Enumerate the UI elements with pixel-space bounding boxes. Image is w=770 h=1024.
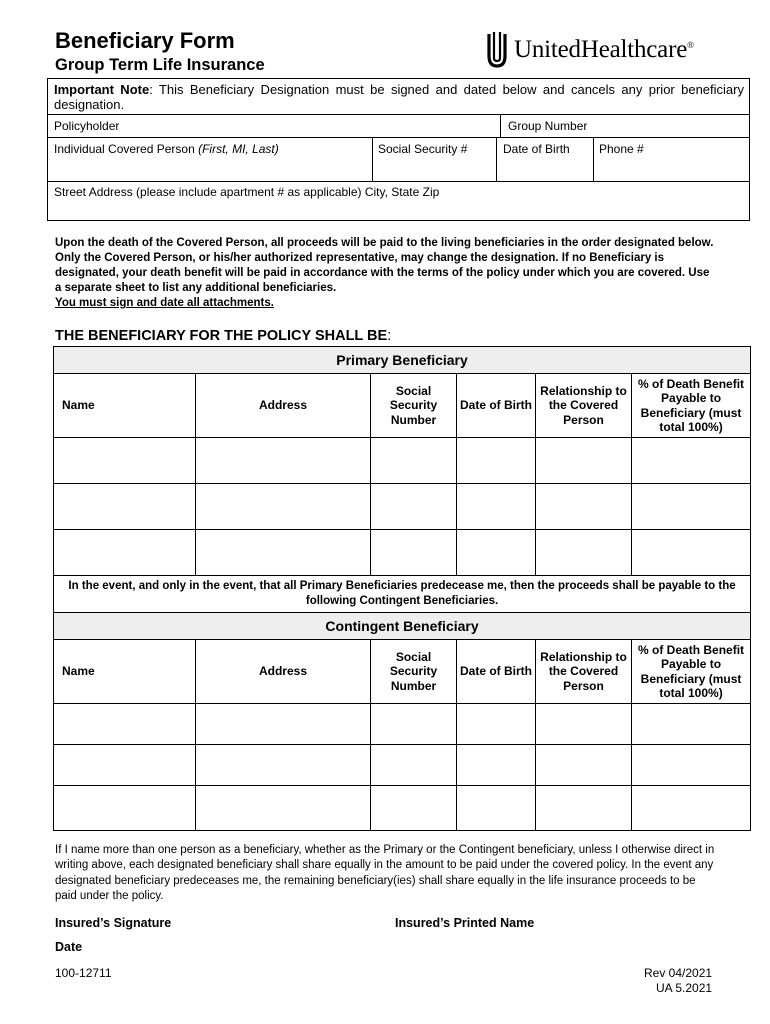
primary-address-input[interactable] [196,438,371,484]
contingent-ssn-input[interactable] [371,704,457,745]
col-dob: Date of Birth [457,640,536,704]
important-note [54,82,744,112]
contingent-ssn-input[interactable] [371,786,457,831]
uhc-u-mark-icon [486,30,508,70]
col-ssn: Social Security Number [371,374,457,438]
primary-beneficiary-title: Primary Beneficiary [54,347,751,374]
col-address: Address [196,640,371,704]
primary-relationship-input[interactable] [536,530,632,576]
divider [496,137,497,181]
col-name: Name [54,374,196,438]
important-note-label: Important Note [54,82,150,97]
col-dob: Date of Birth [457,374,536,438]
page-subtitle: Group Term Life Insurance [55,56,265,74]
covered-person-text: Individual Covered Person [54,142,199,156]
table-row [54,704,751,745]
contingent-percent-input[interactable] [632,704,751,745]
col-ssn: Social Security Number [371,640,457,704]
primary-address-input[interactable] [196,530,371,576]
col-percent: % of Death Benefit Payable to Beneficiary (must total 100%) [632,374,751,438]
beneficiary-heading-colon: : [387,328,392,344]
registered-mark: ® [687,40,694,50]
date-field[interactable] [95,936,285,956]
col-relationship: Relationship to the Covered Person [536,374,632,438]
logo-text: UnitedHealthcare [514,36,688,63]
col-relationship: Relationship to the Covered Person [536,640,632,704]
form-number: 100-12711 [55,966,112,980]
primary-ssn-input[interactable] [371,438,457,484]
date-label: Date [55,940,83,954]
contingent-name-input[interactable] [54,786,196,831]
ua-code: UA 5.2021 [656,981,713,995]
instructions [55,236,715,311]
contingent-relationship-input[interactable] [536,745,632,786]
contingent-address-input[interactable] [196,786,371,831]
street-address-label: Street Address (please include apartment # as applicable) City, State Zip [54,185,440,199]
contingent-note: In the event, and only in the event, that all Primary Beneficiaries predecease me, then the proceeds shall be payable to the following Contingent Beneficiaries. [54,576,751,613]
contingent-dob-input[interactable] [457,745,536,786]
divider [48,181,749,182]
contingent-address-input[interactable] [196,745,371,786]
primary-percent-input[interactable] [632,530,751,576]
table-row [54,438,751,484]
primary-dob-input[interactable] [457,484,536,530]
beneficiary-table [53,346,751,831]
table-row [54,745,751,786]
primary-ssn-input[interactable] [371,530,457,576]
table-row [54,786,751,831]
phone-label: Phone # [599,142,644,156]
primary-name-input[interactable] [54,484,196,530]
divider [48,137,749,138]
info-box [47,78,750,221]
important-note-text: : This Beneficiary Designation must be signed and dated below and cancels any prior beneficiary designation. [54,82,744,112]
contingent-name-input[interactable] [54,704,196,745]
divider [372,137,373,181]
primary-percent-input[interactable] [632,438,751,484]
contingent-percent-input[interactable] [632,745,751,786]
beneficiary-heading-text: THE BENEFICIARY FOR THE POLICY SHALL BE [55,328,388,344]
contingent-percent-input[interactable] [632,786,751,831]
instructions-underlined: You must sign and date all attachments. [55,297,274,309]
unitedhealthcare-logo [486,30,694,70]
primary-percent-input[interactable] [632,484,751,530]
ssn-label: Social Security # [378,142,468,156]
contingent-beneficiary-title: Contingent Beneficiary [54,613,751,640]
divider [500,114,501,137]
primary-dob-input[interactable] [457,530,536,576]
printed-name-field[interactable] [555,912,745,932]
closing-text: If I name more than one person as a beneficiary, whether as the Primary or the Contingent beneficiary, unless I otherwise direct in writing above, each designated beneficiary shall share equally in the amount to be paid under the covered policy. In the event any designated beneficiary predeceases me, the remaining beneficiary(ies) shall share equally in the life insurance proceeds to be paid under the policy. [55,844,715,902]
table-row [54,530,751,576]
contingent-ssn-input[interactable] [371,745,457,786]
divider [593,137,594,181]
covered-person-label [54,142,279,156]
page-title: Beneficiary Form [55,28,235,53]
group-number-label: Group Number [508,119,588,133]
contingent-dob-input[interactable] [457,704,536,745]
covered-person-hint: (First, MI, Last) [198,142,279,156]
policyholder-label: Policyholder [54,119,120,133]
primary-dob-input[interactable] [457,438,536,484]
col-name: Name [54,640,196,704]
contingent-dob-input[interactable] [457,786,536,831]
printed-name-label: Insured’s Printed Name [395,916,535,930]
table-row [54,484,751,530]
primary-ssn-input[interactable] [371,484,457,530]
primary-name-input[interactable] [54,530,196,576]
beneficiary-heading [55,328,391,344]
divider [48,114,749,115]
contingent-relationship-input[interactable] [536,704,632,745]
primary-relationship-input[interactable] [536,484,632,530]
revision-date: Rev 04/2021 [644,966,713,980]
insured-signature-label: Insured’s Signature [55,916,172,930]
primary-relationship-input[interactable] [536,438,632,484]
insured-signature-field[interactable] [190,912,380,932]
contingent-relationship-input[interactable] [536,786,632,831]
instructions-text: Upon the death of the Covered Person, all proceeds will be paid to the living beneficiaries in the order designated below. Only the Covered Person, or his/her authorized representative, may change the designation. If no Beneficiary is designated, your death benefit will be paid in accordance with the terms of the policy under which you are covered. Use a separate sheet to list any additional beneficiaries. [55,237,714,294]
contingent-name-input[interactable] [54,745,196,786]
primary-address-input[interactable] [196,484,371,530]
col-percent: % of Death Benefit Payable to Beneficiary (must total 100%) [632,640,751,704]
col-address: Address [196,374,371,438]
primary-name-input[interactable] [54,438,196,484]
dob-label: Date of Birth [503,142,570,156]
contingent-address-input[interactable] [196,704,371,745]
